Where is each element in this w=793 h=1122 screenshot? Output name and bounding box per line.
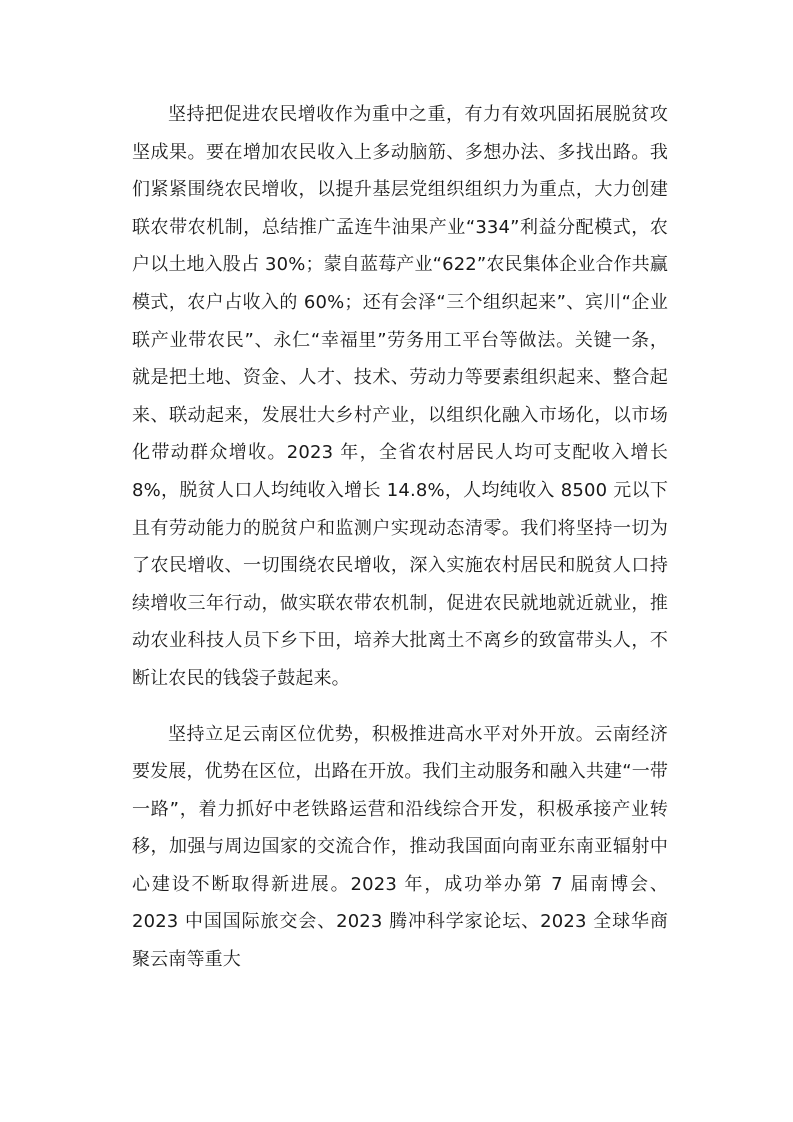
paragraph-farmer-income: 坚持把促进农民增收作为重中之重，有力有效巩固拓展脱贫攻坚成果。要在增加农民收入上多动脑筋、多想办法、多找出路。我们紧紧围绕农民增收，以提升基层党组织组织力为重点，大力创建联农带农机制，总结推广孟连牛油果产业“334”利益分配模式，农户以土地入股占 30%；蒙自蓝莓产业“622”农民集体企业合作共赢模式，农户占收入的 60%；还有会泽“三个组织起来”、宾川“企业联产业带农民”、永仁“幸福里”劳务用工平台等做法。关键一条，就是把土地、资金、人才、技术、劳动力等要素组织起来、整合起来、联动起来，发展壮大乡村产业，以组织化融入市场化，以市场化带动群众增收。2023 年，全省农村居民人均可支配收入增长 8%，脱贫人口人均纯收入增长 14.8%，人均纯收入 8500 元以下且有劳动能力的脱贫户和监测户实现动态清零。我们将坚持一切为了农民增收、一切围绕农民增收，深入实施农村居民和脱贫人口持续增收三年行动，做实联农带农机制，促进农民就地就近就业，推动农业科技人员下乡下田，培养大批离土不离乡的致富带头人，不断让农民的钱袋子鼓起来。 [132,104,668,689]
paragraph-opening-up: 坚持立足云南区位优势，积极推进高水平对外开放。云南经济要发展，优势在区位，出路在开放。我们主动服务和融入共建“一带一路”，着力抓好中老铁路运营和沿线综合开发，积极承接产业转移，加强与周边国家的交流合作，推动我国面向南亚东南亚辐射中心建设不断取得新进展。2023 年，成功举办第 7 届南博会、2023 中国国际旅交会、2023 腾冲科学家论坛、2023 全球华商聚云南等重大 [132,723,668,971]
document-body [132,96,668,979]
